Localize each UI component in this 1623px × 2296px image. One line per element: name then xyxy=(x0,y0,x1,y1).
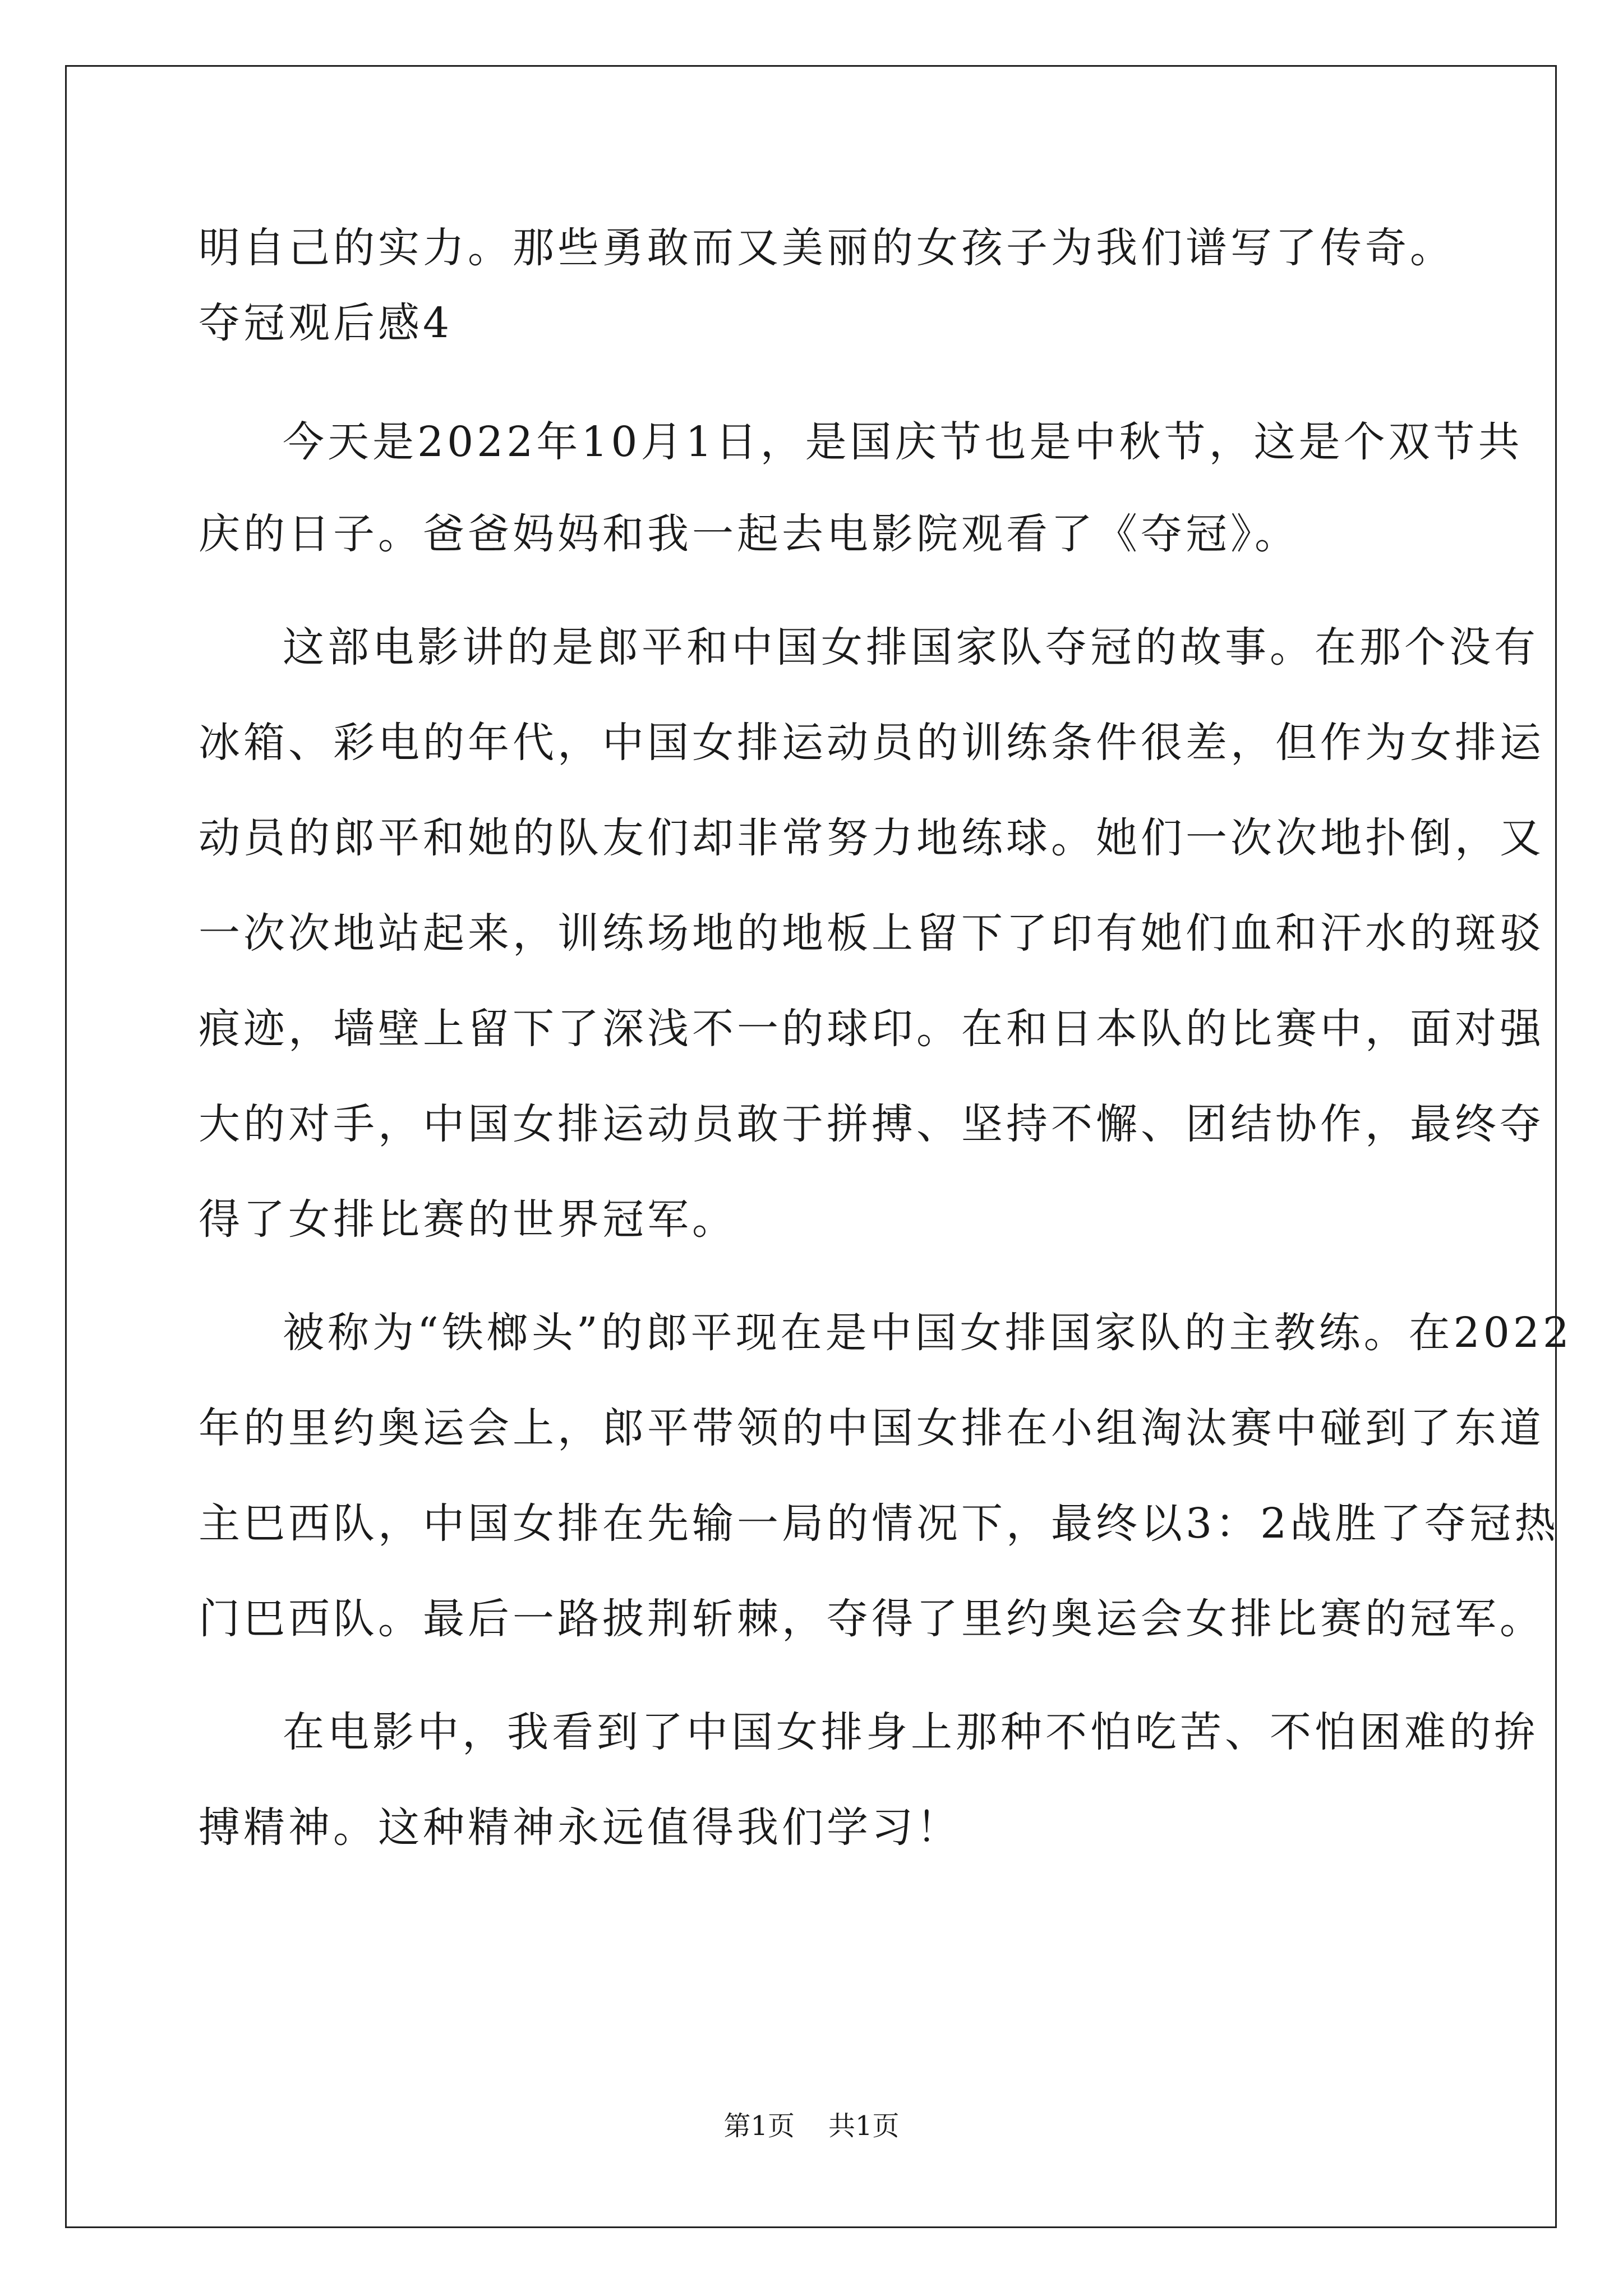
paragraph-3-line-1: 被称为“铁榔头”的郎平现在是中国女排国家队的主教练。在2022 xyxy=(283,1309,1573,1357)
paragraph-1-line-2: 庆的日子。爸爸妈妈和我一起去电影院观看了《夺冠》。 xyxy=(199,510,1299,558)
paragraph-2-line-5: 痕迹，墙壁上留下了深浅不一的球印。在和日本队的比赛中，面对强 xyxy=(199,1005,1544,1053)
page-footer xyxy=(0,2109,1623,2143)
paragraph-2-line-3: 动员的郎平和她的队友们却非常努力地练球。她们一次次地扑倒，又 xyxy=(199,814,1544,862)
paragraph-1-line-1: 今天是2022年10月1日，是国庆节也是中秋节，这是个双节共 xyxy=(283,418,1523,466)
paragraph-2-line-7: 得了女排比赛的世界冠军。 xyxy=(199,1195,737,1244)
text-line-continuation: 明自己的实力。那些勇敢而又美丽的女孩子为我们谱写了传奇。 xyxy=(199,224,1455,272)
paragraph-4-line-1: 在电影中，我看到了中国女排身上那种不怕吃苦、不怕困难的拚 xyxy=(283,1708,1539,1756)
section-heading: 夺冠观后感4 xyxy=(199,299,453,347)
page-total: 共1页 xyxy=(828,2110,900,2142)
paragraph-2-line-6: 大的对手，中国女排运动员敢于拼搏、坚持不懈、团结协作，最终夺 xyxy=(199,1100,1544,1148)
paragraph-2-line-2: 冰箱、彩电的年代，中国女排运动员的训练条件很差，但作为女排运 xyxy=(199,719,1544,767)
page-number: 第1页 xyxy=(723,2110,795,2142)
paragraph-3-line-2: 年的里约奥运会上，郎平带领的中国女排在小组淘汰赛中碰到了东道 xyxy=(199,1404,1544,1452)
paragraph-3-line-4: 门巴西队。最后一路披荆斩棘，夺得了里约奥运会女排比赛的冠军。 xyxy=(199,1595,1544,1643)
paragraph-2-line-4: 一次次地站起来，训练场地的地板上留下了印有她们血和汗水的斑驳 xyxy=(199,909,1544,958)
paragraph-3-line-3: 主巴西队，中国女排在先输一局的情况下，最终以3：2战胜了夺冠热 xyxy=(199,1499,1560,1548)
paragraph-2-line-1: 这部电影讲的是郎平和中国女排国家队夺冠的故事。在那个没有 xyxy=(283,623,1539,671)
paragraph-4-line-2: 搏精神。这种精神永远值得我们学习！ xyxy=(199,1803,961,1852)
